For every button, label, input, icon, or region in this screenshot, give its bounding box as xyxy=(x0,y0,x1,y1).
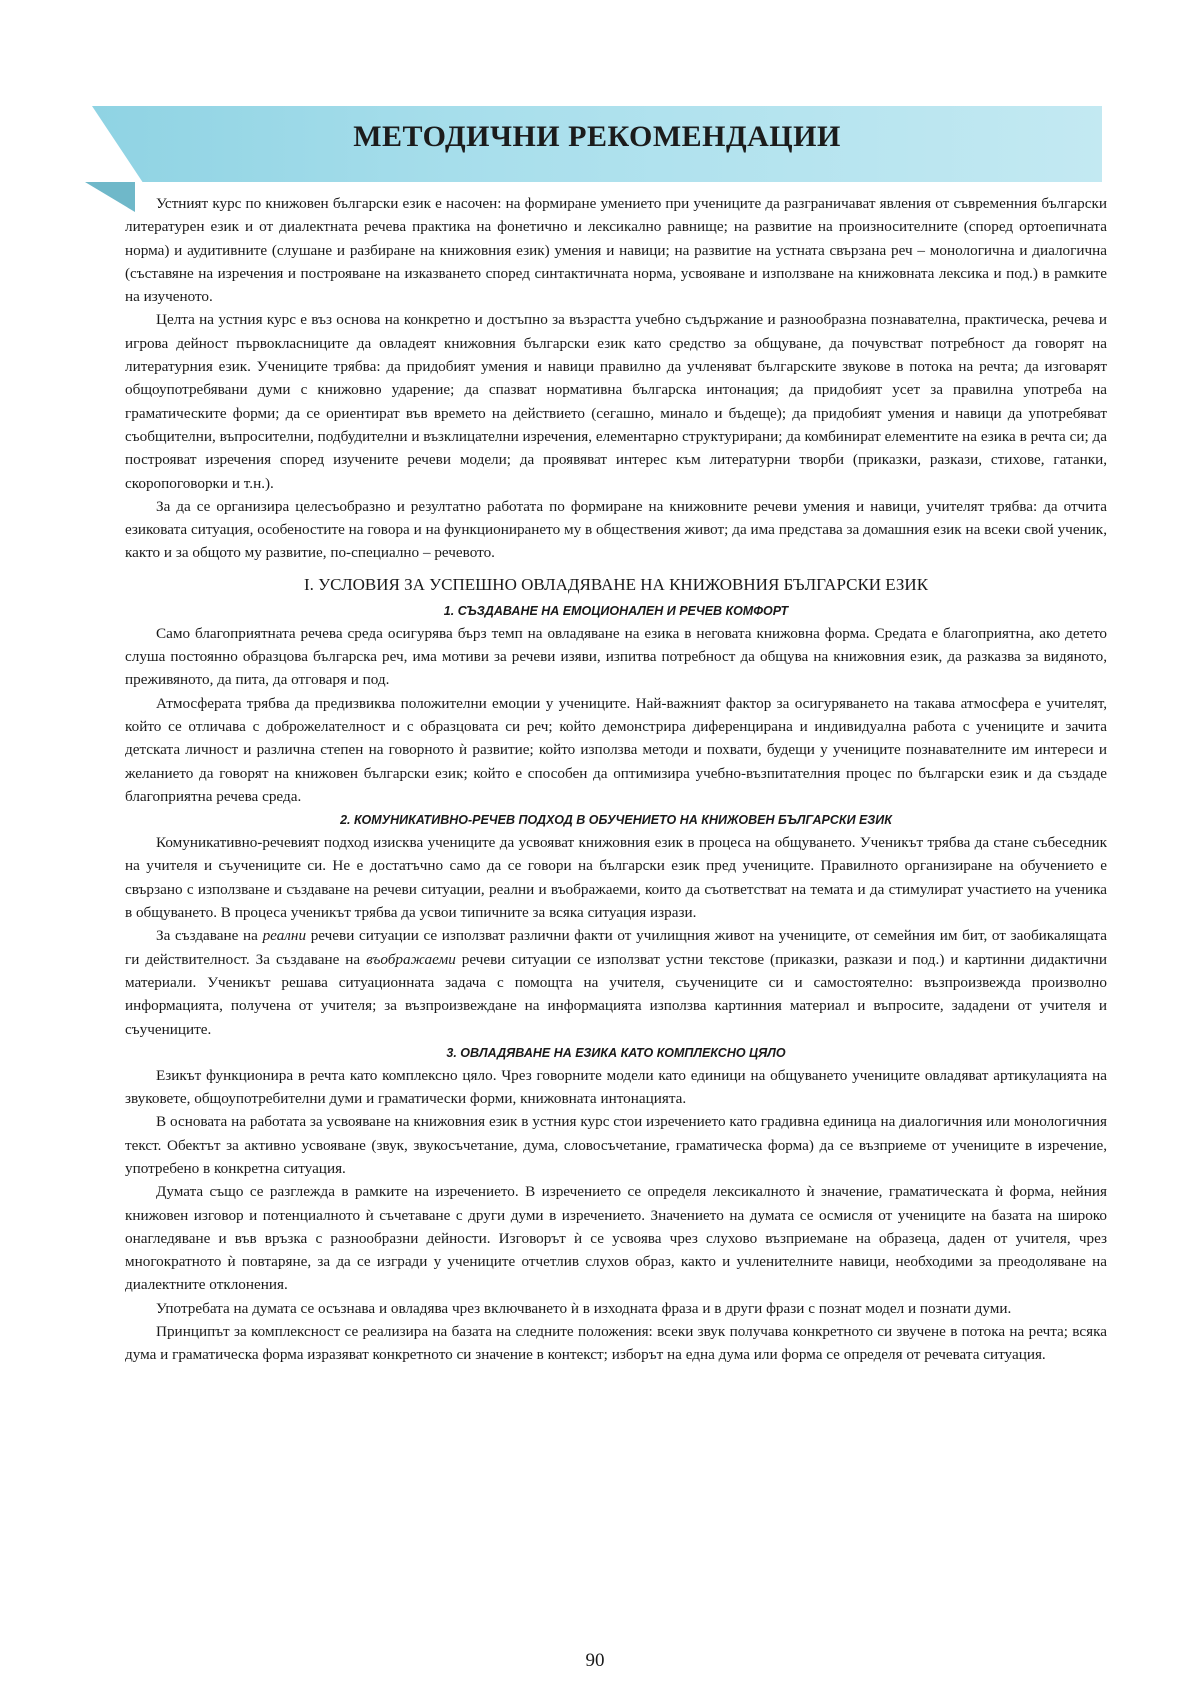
page-number: 90 xyxy=(585,1650,605,1671)
sub2-p2-part-c: речеви ситуации се използват устни текстове (приказки, разкази и под.) и картинни дидактични материали. Ученикът решава ситуационната задача с помощта на учителя, съучениците си и самостоятелно: възпроизвежда произволно информацията, получена от учителя; за възпроизвеждане на информацията използва картинния материал и въпросите, зададени от учителя и съучениците. xyxy=(125,950,1107,1038)
emphasis-real: реални xyxy=(262,927,307,945)
sub1-paragraph-1: Само благоприятната речева среда осигурява бърз темп на овладяване на езика в неговата книжовна форма. Средата е благоприятна, ако детето слуша постоянно образцова българска реч, има мотиви за речеви изяви, изпитва потребност да общува на книжовния език, да разказва за видяното, преживяното, да пита, да отговаря и под. xyxy=(125,624,1107,689)
sub3-paragraph-4: Употребата на думата се осъзнава и овладява чрез включването ѝ в изходната фраза и в други фрази с познат модел и познати думи. xyxy=(156,1299,1012,1317)
sub2-p2-part-b: речеви ситуации се използват различни факти от училищния живот на учениците, от семейния им бит, от заобикалящата ги действителност. За създаване на xyxy=(125,927,1107,968)
subsection-title-3: 3. ОВЛАДЯВАНЕ НА ЕЗИКА КАТО КОМПЛЕКСНО ЦЯЛО xyxy=(446,1045,786,1060)
sub2-paragraph-2 xyxy=(125,924,1107,1040)
page-content xyxy=(125,192,1107,1367)
subsection-title-2: 2. КОМУНИКАТИВНО-РЕЧЕВ ПОДХОД В ОБУЧЕНИЕТО НА КНИЖОВЕН БЪЛГАРСКИ ЕЗИК xyxy=(340,813,892,828)
section-title: I. УСЛОВИЯ ЗА УСПЕШНО ОВЛАДЯВАНЕ НА КНИЖОВНИЯ БЪЛГАРСКИ ЕЗИК xyxy=(303,574,929,594)
intro-paragraph-3: За да се организира целесъобразно и резултатно работата по формиране на книжовните речеви умения и навици, учителят трябва: да отчита езиковата ситуация, особеностите на говора и на функционирането му в обществения живот; да има представа за домашния език на всеки свой ученик, както и за общото му развитие, по-специално – речевото. xyxy=(125,497,1107,562)
page-title: МЕТОДИЧНИ РЕКОМЕНДАЦИИ xyxy=(353,120,841,153)
emphasis-imaginary: въображаеми xyxy=(366,950,456,968)
sub2-p2-part-a: За създаване на xyxy=(156,927,263,945)
sub3-paragraph-2: В основата на работата за усвояване на книжовния език в устния курс стои изречението като градивна единица на диалогичния или монологичния текст. Обектът за активно усвояване (звук, звукосъчетание, дума, словосъчетание, граматическа форма) да се възприеме от учениците в изречение, употребено в конкретна ситуация. xyxy=(125,1113,1107,1177)
sub3-paragraph-1: Езикът функционира в речта като комплексно цяло. Чрез говорните модели като единици на общуването учениците овладяват артикулацията на звуковете, общоупотребителни думи и граматически форми, книжовната интонацията. xyxy=(125,1066,1107,1108)
sub1-paragraph-2: Атмосферата трябва да предизвиква положителни емоции у учениците. Най-важният фактор за осигуряването на такава атмосфера е учителят, който се отличава с доброжелателност и с образцовата си реч; който демонстрира диференцирана и индивидуална работа с учениците и зачита детската личност и различна степен на говорното ѝ развитие; който използва методи и похвати, будещи у учениците познавателните им интереси и желанието да говорят на книжовен български език; който е способен да оптимизира учебно-възпитателния процес по български език и да създаде благоприятна речева среда. xyxy=(125,694,1107,805)
intro-paragraph-1: Устният курс по книжовен български език е насочен: на формиране умението при учениците да разграничават явления от съвременния български литературен език и от диалектната речева практика на фонетично и лексикално равнище; на развитие на произносителните (според ортоепичната норма) и аудитивните (слушане и разбиране на книжовния език) умения и навици; на развитие на устната свързана реч – монологична и диалогична (съставяне на изречения и построяване на изказването според синтактичната норма, усвояване и използване на книжовната лексика и под.) в рамките на изученото. xyxy=(125,195,1107,306)
subsection-title-1: 1. СЪЗДАВАНЕ НА ЕМОЦИОНАЛЕН И РЕЧЕВ КОМФОРТ xyxy=(443,603,789,618)
sub2-paragraph-1: Комуникативно-речевият подход изисква учениците да усвояват книжовния език в процеса на общуването. Ученикът трябва да стане събеседник на учителя и съучениците си. Не е достатъчно само да се говори на български език пред учениците. Правилното организиране на обучението е свързано с използване и създаване на речеви ситуации, реални и въображаеми, които да съответстват на темата и да стимулират участието на ученика в общуването. В процеса ученикът трябва да усвои типичните за всяка ситуация изрази. xyxy=(125,834,1107,922)
sub3-paragraph-5: Принципът за комплексност се реализира на базата на следните положения: всеки звук получава конкретното си звучене в потока на речта; всяка дума и граматическа форма изразяват конкретното си значение в контекст; изборът на една дума или форма се определя от речевата ситуация. xyxy=(125,1323,1107,1364)
intro-paragraph-2: Целта на устния курс е въз основа на конкретно и достъпно за възрастта учебно съдържание и разнообразна познавателна, практическа, речева и игрова дейност първокласниците да овладеят книжовния български език като средство за общуване, да почувстват потребност да говорят на литературния език. Учениците трябва: да придобият умения и навици правилно да учленяват българските звукове в потока на речта; да изговарят общоупотребявани думи с книжовно ударение; да спазват нормативна българска интонация; да придобият усет за правилна употреба на граматическите форми; да се ориентират във времето на действието (сегашно, минало и бъдеще); да придобият умения и навици да употребяват съобщителни, въпросителни, подбудителни и възклицателни изречения, елементарно структурирани; да комбинират елементите на езика в речта си; да построяват изречения според изучените речеви модели; да проявяват интерес към литературни творби (приказки, разкази, стихове, гатанки, скоропоговорки и т.н.). xyxy=(125,311,1107,492)
sub3-paragraph-3: Думата също се разглежда в рамките на изречението. В изречението се определя лексикалното ѝ значение, граматическата ѝ форма, нейния книжовен изговор и потенциалното ѝ съчетаване с други думи в изречението. Значението на думата се осмисля от учениците на базата на широко онагледяване и във връзка с разнообразни дейности. Изговорът ѝ се усвоява чрез слухово възприемане на образеца, даден от учителя, чрез многократното ѝ повтаряне, за да се изгради у учениците отчетлив слухов образ, както и учленителните навици, необходими за преодоляване на диалектните отклонения. xyxy=(125,1183,1107,1294)
